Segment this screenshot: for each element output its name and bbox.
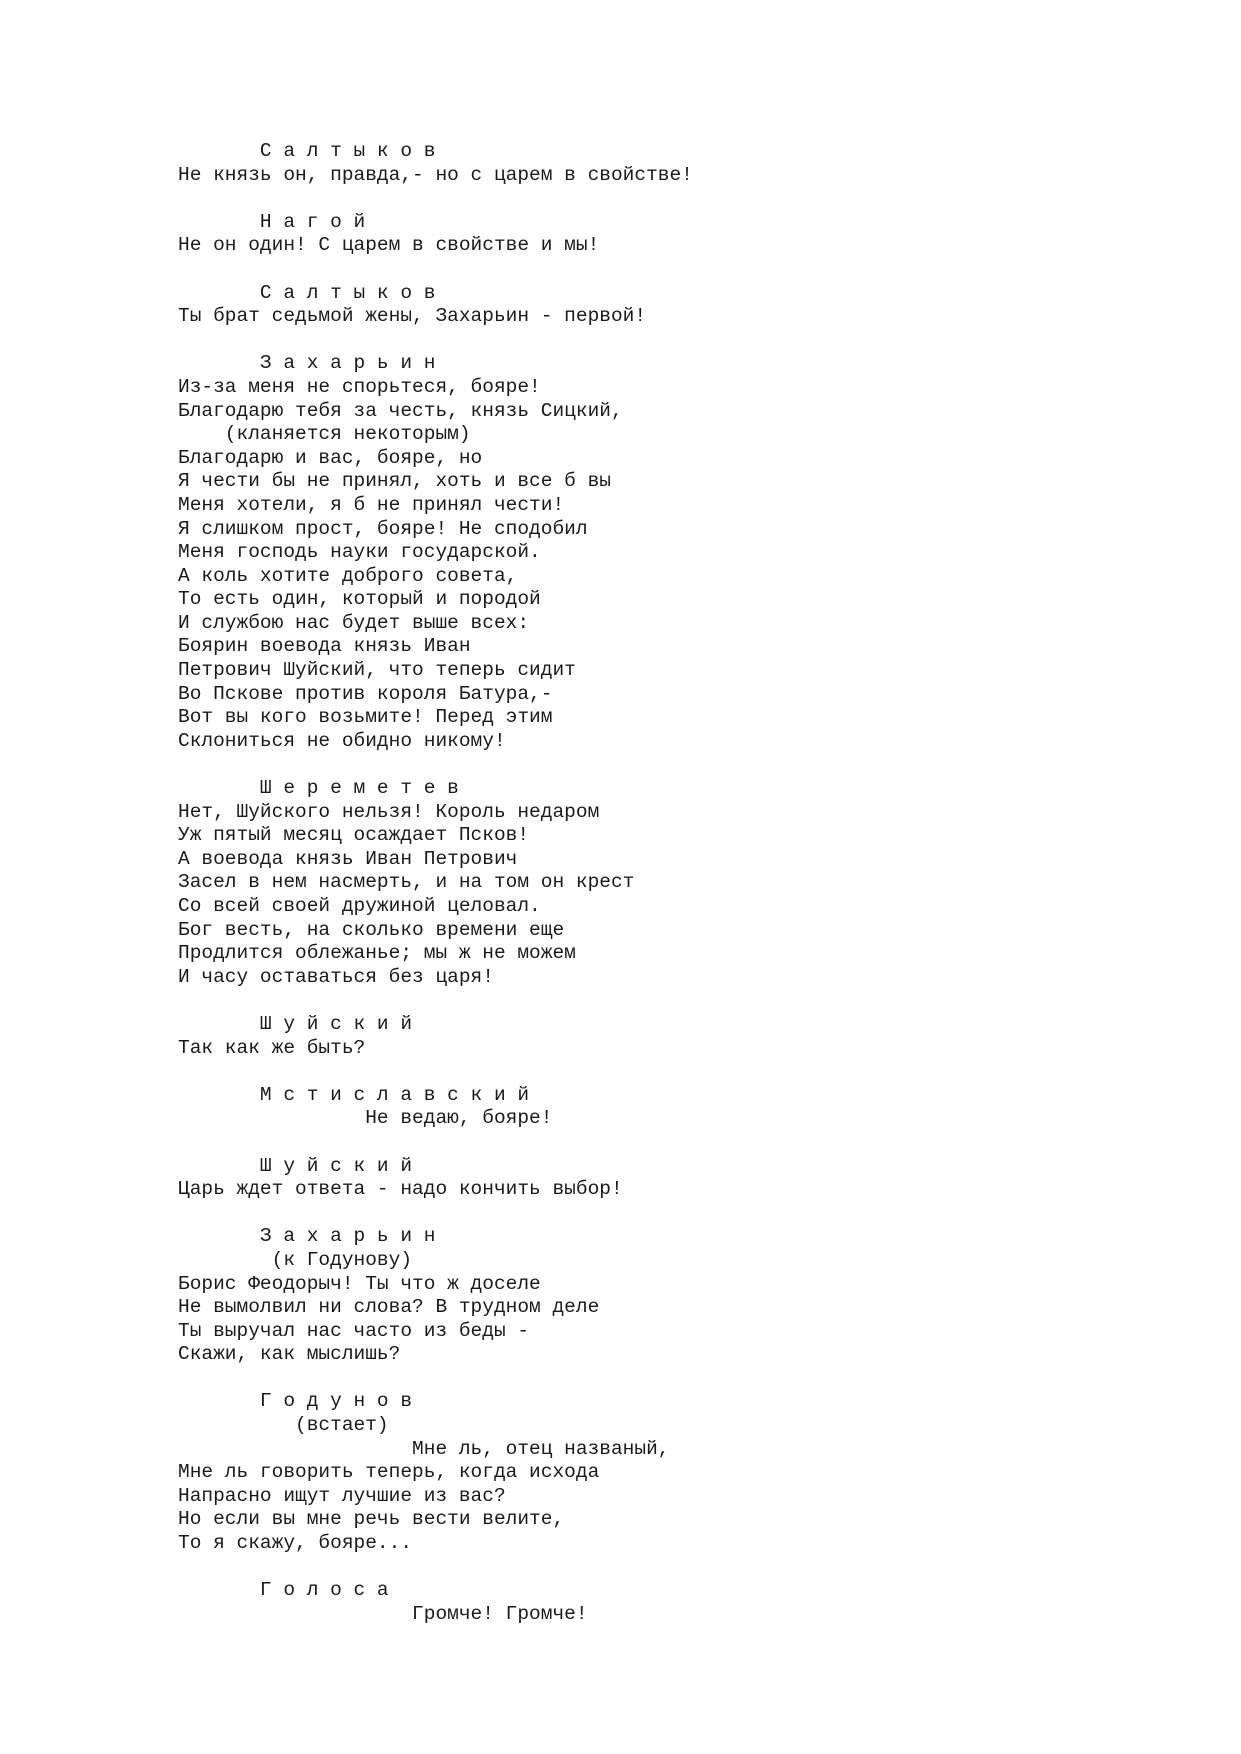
text-line: Продлится облежанье; мы ж не можем xyxy=(178,942,576,965)
text-line: Напрасно ищут лучшие из вас? xyxy=(178,1484,506,1507)
blank-line xyxy=(178,1131,693,1155)
text-line: Из-за меня не спорьтеся, бояре! xyxy=(178,375,541,398)
text-line: Но если вы мне речь вести велите, xyxy=(178,1508,565,1531)
text-line: Со всей своей дружиной целовал. xyxy=(178,895,541,917)
text-line: Уж пятый месяц осаждает Псков! xyxy=(178,824,530,847)
text-line: Нет, Шуйского нельзя! Король недаром xyxy=(178,800,600,823)
text-line: Меня господь науки государской. xyxy=(178,541,541,564)
text-line: Ты выручал нас часто из беды - xyxy=(178,1319,530,1342)
text-line: Так как же быть? xyxy=(178,1036,366,1059)
text-line: З а х а р ь и н xyxy=(178,352,436,375)
blank-line xyxy=(178,258,693,282)
text-line: Благодарю тебя за честь, князь Сицкий, xyxy=(178,399,623,422)
text-line: Петрович Шуйский, что теперь сидит xyxy=(178,659,576,682)
play-text xyxy=(178,140,693,1626)
text-line: Не вымолвил ни слова? В трудном деле xyxy=(178,1296,600,1319)
text-line: Боярин воевода князь Иван xyxy=(178,635,471,658)
text-line: М с т и с л а в с к и й xyxy=(178,1083,530,1106)
text-line: Не князь он, правда,- но с царем в свойстве! xyxy=(178,163,693,186)
text-line: (кланяется некоторым) xyxy=(178,423,471,446)
text-line: Борис Феодорыч! Ты что ж доселе xyxy=(178,1272,541,1295)
text-line: То есть один, который и породой xyxy=(178,588,541,611)
text-line: Ты брат седьмой жены, Захарьин - первой! xyxy=(178,305,647,328)
text-line: Засел в нем насмерть, и на том он крест xyxy=(178,871,635,894)
text-line: Благодарю и вас, бояре, но xyxy=(178,446,483,469)
text-line: Не ведаю, бояре! xyxy=(178,1107,553,1130)
text-line: Склониться не обидно никому! xyxy=(178,729,506,752)
text-line: Мне ль говорить теперь, когда исхода xyxy=(178,1461,600,1484)
text-line: Во Пскове против короля Батура,- xyxy=(178,682,553,705)
blank-line xyxy=(178,329,693,353)
text-line: То я скажу, бояре... xyxy=(178,1532,413,1555)
text-line: Ш у й с к и й xyxy=(178,1012,413,1035)
text-line: С а л т ы к о в xyxy=(178,281,436,304)
blank-line xyxy=(178,989,693,1013)
text-line: А коль хотите доброго совета, xyxy=(178,564,518,587)
text-line: (встает) xyxy=(178,1414,389,1437)
blank-line xyxy=(178,1202,693,1226)
text-line: И службою нас будет выше всех: xyxy=(178,611,530,634)
text-line: Г о л о с а xyxy=(178,1579,389,1602)
text-line: Не он один! С царем в свойстве и мы! xyxy=(178,234,600,257)
text-line: Бог весть, на сколько времени еще xyxy=(178,918,565,941)
text-line: Громче! Громче! xyxy=(178,1602,588,1625)
text-line: З а х а р ь и н xyxy=(178,1225,436,1248)
text-line: С а л т ы к о в xyxy=(178,140,436,162)
blank-line xyxy=(178,753,693,777)
text-line: Меня хотели, я б не принял чести! xyxy=(178,493,565,516)
text-line: Вот вы кого возьмите! Перед этим xyxy=(178,706,553,729)
text-line: Мне ль, отец названый, xyxy=(178,1437,670,1460)
text-line: Царь ждет ответа - надо кончить выбор! xyxy=(178,1178,623,1201)
blank-line xyxy=(178,187,693,211)
text-line: Ш е р е м е т е в xyxy=(178,777,459,800)
text-line: А воевода князь Иван Петрович xyxy=(178,847,518,870)
text-line: Скажи, как мыслишь? xyxy=(178,1343,401,1366)
text-line: Я слишком прост, бояре! Не сподобил xyxy=(178,517,588,540)
text-line: (к Годунову) xyxy=(178,1248,413,1271)
text-line: И часу оставаться без царя! xyxy=(178,965,494,988)
text-line: Ш у й с к и й xyxy=(178,1154,413,1177)
text-line: Я чести бы не принял, хоть и все б вы xyxy=(178,470,611,493)
text-line: Г о д у н о в xyxy=(178,1390,413,1413)
blank-line xyxy=(178,1060,693,1084)
blank-line xyxy=(178,1367,693,1391)
text-line: Н а г о й xyxy=(178,210,366,233)
blank-line xyxy=(178,1556,693,1580)
